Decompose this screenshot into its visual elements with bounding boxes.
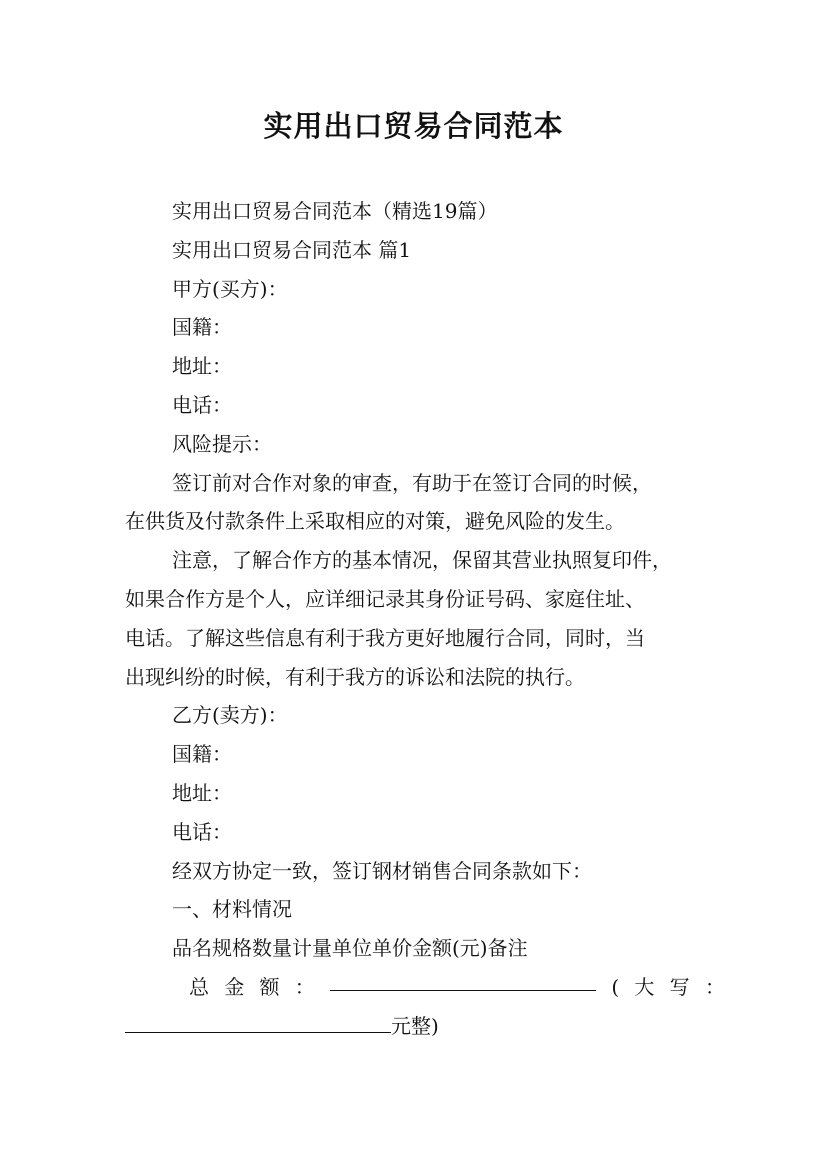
- risk-notice-label: 风险提示：: [172, 431, 272, 456]
- paragraph-line: 在供货及付款条件上采取相应的对策，避免风险的发生。: [125, 509, 625, 534]
- paragraph-line: 签订前对合作对象的审查，有助于在签订合同的时候，: [172, 470, 652, 495]
- paragraph-line: 如果合作方是个人，应详细记录其身份证号码、家庭住址、: [125, 586, 645, 611]
- total-amount-blank: [330, 968, 596, 991]
- amount-words-blank: [125, 1010, 391, 1033]
- party-b-nationality: 国籍：: [172, 742, 232, 767]
- document-title: 实用出口贸易合同范本: [263, 109, 564, 143]
- clause-heading: 一、材料情况: [172, 897, 292, 922]
- daxie-colon: ：: [704, 974, 725, 999]
- total-amount-row: [125, 968, 725, 1007]
- paragraph-line: 注意，了解合作方的基本情况，保留其营业执照复印件，: [172, 548, 672, 573]
- party-b-address: 地址：: [172, 780, 232, 805]
- agreement-intro: 经双方协定一致，签订钢材销售合同条款如下：: [172, 858, 592, 883]
- party-a-address: 地址：: [172, 354, 232, 379]
- total-colon: ：: [294, 974, 315, 999]
- subtitle-line: 实用出口贸易合同范本（精选19篇）: [172, 199, 498, 223]
- total-label-char: 总: [189, 974, 209, 999]
- party-b-phone: 电话：: [172, 819, 232, 844]
- yuan-zheng-label: 元整): [391, 1013, 439, 1038]
- daxie-char: 写: [669, 974, 690, 999]
- total-amount-words-row: [125, 1007, 725, 1046]
- paragraph-line: 电话。了解这些信息有利于我方更好地履行合同，同时，当: [125, 625, 645, 650]
- party-a-nationality: 国籍：: [172, 315, 232, 340]
- total-label-char: 金: [224, 974, 245, 999]
- party-a-phone: 电话：: [172, 392, 232, 417]
- daxie-char: 大: [634, 974, 655, 999]
- table-header-line: 品名规格数量计量单位单价金额(元)备注: [172, 936, 528, 961]
- party-b-label: 乙方(卖方)：: [172, 703, 288, 728]
- daxie-open: (: [611, 974, 620, 999]
- document-body: [125, 192, 725, 1046]
- paragraph-line: 出现纠纷的时候，有利于我方的诉讼和法院的执行。: [125, 664, 585, 689]
- total-label-char: 额: [259, 974, 280, 999]
- party-a-label: 甲方(买方)：: [172, 276, 288, 301]
- section-heading: 实用出口贸易合同范本 篇1: [172, 237, 412, 262]
